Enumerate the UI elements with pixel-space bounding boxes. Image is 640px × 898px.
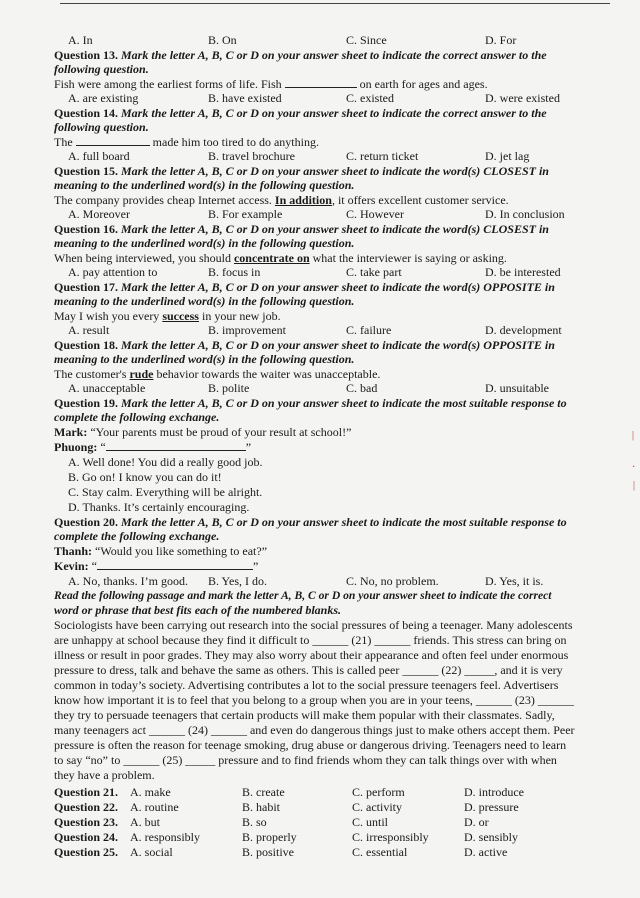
option-a: A. result: [68, 323, 110, 337]
option-b: B. travel brochure: [208, 149, 295, 163]
question-number: Question 25.: [54, 845, 119, 859]
q20-options: [54, 574, 599, 588]
option-a: A. responsibly: [130, 830, 200, 844]
q14-instruction-cont: following question.: [54, 120, 149, 134]
option-b: B. positive: [242, 845, 295, 859]
option-b: B. habit: [242, 800, 280, 814]
option-a: A. are existing: [68, 91, 139, 105]
option-a: A. full board: [68, 149, 130, 163]
option-c: C. activity: [352, 800, 402, 814]
q17-instruction-cont: meaning to the underlined word(s) in the following question.: [54, 294, 355, 308]
q12-options: [54, 33, 599, 47]
passage-line: many teenagers act ______ (24) ______ and even do dangerous things just to make others accept them. Peer: [54, 723, 575, 737]
q19-dialogue-2: Phuong: “ ”: [54, 440, 252, 454]
option-b: B. properly: [242, 830, 297, 844]
question-number: Question 21.: [54, 785, 119, 799]
option-d: D. sensibly: [464, 830, 518, 844]
q25-options: [54, 845, 599, 859]
option-a: A. make: [130, 785, 171, 799]
option-c: C. No, no problem.: [346, 574, 439, 588]
passage-line: common in today’s society. Advertising contributes a lot to the social pressure teenagers feel. Advertisers: [54, 678, 559, 692]
q19-instruction: Question 19. Mark the letter A, B, C or D on your answer sheet to indicate the most suitable response to: [54, 396, 567, 410]
option-c: C. bad: [346, 381, 378, 395]
q19-dialogue-1: Mark: “Your parents must be proud of your result at school!”: [54, 425, 352, 439]
q14-instruction: Question 14. Mark the letter A, B, C or D on your answer sheet to indicate the correct answer to the: [54, 106, 547, 120]
passage-line: are unhappy at school because they find it difficult to ______ (21) ______ friends. This stress can bring on: [54, 633, 567, 647]
answer-blank: [285, 77, 357, 88]
q18-options: [54, 381, 599, 395]
passage-line: pressure to dress, talk and behave the same as others. This is called peer ______ (22) _____, and it is very: [54, 663, 563, 677]
option-d: D. Yes, it is.: [485, 574, 544, 588]
option-d: D. introduce: [464, 785, 524, 799]
q20-instruction: Question 20. Mark the letter A, B, C or D on your answer sheet to indicate the most suitable response to: [54, 515, 567, 529]
q18-instruction-cont: meaning to the underlined word(s) in the following question.: [54, 352, 355, 366]
q16-instruction-cont: meaning to the underlined word(s) in the following question.: [54, 236, 355, 250]
q17-instruction: Question 17. Mark the letter A, B, C or D on your answer sheet to indicate the word(s) OPPOSITE in: [54, 280, 555, 294]
q13-instruction-cont: following question.: [54, 62, 149, 76]
q17-options: [54, 323, 599, 337]
option-b: B. polite: [208, 381, 250, 395]
answer-blank: [76, 135, 150, 146]
option-d: D. active: [464, 845, 508, 859]
option-c: C. until: [352, 815, 389, 829]
q19-instruction-cont: complete the following exchange.: [54, 410, 220, 424]
question-number: Question 22.: [54, 800, 119, 814]
q19-option-a: A. Well done! You did a really good job.: [68, 455, 263, 469]
q20-dialogue-1: Thanh: “Would you like something to eat?”: [54, 544, 268, 558]
option-a: A. unacceptable: [68, 381, 146, 395]
q17-sentence: May I wish you every success in your new job.: [54, 309, 281, 323]
margin-mark: |: [633, 480, 636, 491]
q15-instruction-cont: meaning to the underlined word(s) in the following question.: [54, 178, 355, 192]
underlined-word: concentrate on: [233, 251, 310, 265]
passage-line: illness or result in poor grades. They may also worry about their appearance and often feel under enormous: [54, 648, 569, 662]
passage-line: they have a problem.: [54, 768, 155, 782]
option-a: A. No, thanks. I’m good.: [68, 574, 188, 588]
passage-line: they try to persuade teenagers that certain products will make them popular with their classmates. Sadly,: [54, 708, 555, 722]
q19-option-d: D. Thanks. It’s certainly encouraging.: [68, 500, 250, 514]
option-b: B. On: [208, 33, 237, 47]
option-a: A. pay attention to: [68, 265, 158, 279]
q18-instruction: Question 18. Mark the letter A, B, C or D on your answer sheet to indicate the word(s) OPPOSITE in: [54, 338, 555, 352]
passage-instruction-cont: word or phrase that best fits each of the numbered blanks.: [54, 603, 342, 617]
passage-line: Sociologists have been carrying out research into the social pressures of being a teenager. Many adolescents: [54, 618, 573, 632]
answer-blank: [106, 440, 246, 451]
option-c: C. irresponsibly: [352, 830, 429, 844]
q19-option-b: B. Go on! I know you can do it!: [68, 470, 222, 484]
option-c: C. Since: [346, 33, 387, 47]
q16-sentence: When being interviewed, you should concentrate on what the interviewer is saying or asking.: [54, 251, 507, 265]
option-d: D. be interested: [485, 265, 561, 279]
passage-instruction: Read the following passage and mark the letter A, B, C or D on your answer sheet to indicate the correct: [54, 589, 552, 602]
underlined-word: In addition: [274, 193, 332, 207]
option-b: B. improvement: [208, 323, 286, 337]
q21-options: [54, 785, 599, 799]
underlined-word: rude: [129, 367, 154, 381]
q18-sentence: The customer's rude behavior towards the waiter was unacceptable.: [54, 367, 381, 381]
passage-line: to say “no” to ______ (25) _____ pressure and to find friends whom they can talk things over with when: [54, 753, 557, 767]
option-c: C. existed: [346, 91, 394, 105]
option-d: D. jet lag: [485, 149, 530, 163]
question-number: Question 23.: [54, 815, 119, 829]
q20-dialogue-2: Kevin: “ ”: [54, 559, 259, 573]
option-d: D. In conclusion: [485, 207, 565, 221]
passage-line: know how important it is to feel that you belong to a group when you are in your teens, ______ (23) ______: [54, 693, 574, 707]
option-b: B. focus in: [208, 265, 261, 279]
q19-option-c: C. Stay calm. Everything will be alright.: [68, 485, 263, 499]
option-c: C. However: [346, 207, 404, 221]
answer-blank: [97, 559, 253, 570]
margin-mark: ·: [632, 462, 636, 473]
q14-options: [54, 149, 599, 163]
option-d: D. For: [485, 33, 517, 47]
q23-options: [54, 815, 599, 829]
option-b: B. have existed: [208, 91, 282, 105]
passage-line: pressure is often the reason for teenage smoking, drug abuse or dangerous driving. Teenagers need to learn: [54, 738, 567, 752]
option-c: C. take part: [346, 265, 402, 279]
option-c: C. perform: [352, 785, 405, 799]
option-c: C. essential: [352, 845, 408, 859]
option-b: B. For example: [208, 207, 283, 221]
option-b: B. so: [242, 815, 267, 829]
q15-sentence: The company provides cheap Internet access. In addition, it offers excellent customer service.: [54, 193, 509, 207]
question-number: Question 24.: [54, 830, 119, 844]
underlined-word: success: [162, 309, 199, 323]
q14-sentence: The made him too tired to do anything.: [54, 135, 319, 149]
option-a: A. In: [68, 33, 93, 47]
q13-options: [54, 91, 599, 105]
margin-mark: |: [632, 430, 635, 441]
option-a: A. routine: [130, 800, 179, 814]
option-a: A. but: [130, 815, 160, 829]
option-b: B. Yes, I do.: [208, 574, 268, 588]
q16-instruction: Question 16. Mark the letter A, B, C or D on your answer sheet to indicate the word(s) CLOSEST in: [54, 222, 549, 236]
option-d: D. pressure: [464, 800, 519, 814]
option-d: D. unsuitable: [485, 381, 549, 395]
option-d: D. or: [464, 815, 489, 829]
option-a: A. social: [130, 845, 173, 859]
q13-instruction: Question 13. Mark the letter A, B, C or D on your answer sheet to indicate the correct answer to the: [54, 48, 547, 62]
q22-options: [54, 800, 599, 814]
option-c: C. failure: [346, 323, 392, 337]
q16-options: [54, 265, 599, 279]
q15-instruction: Question 15. Mark the letter A, B, C or D on your answer sheet to indicate the word(s) CLOSEST in: [54, 164, 549, 178]
q15-options: [54, 207, 599, 221]
option-d: D. were existed: [485, 91, 560, 105]
q24-options: [54, 830, 599, 844]
option-d: D. development: [485, 323, 562, 337]
option-a: A. Moreover: [68, 207, 130, 221]
q20-instruction-cont: complete the following exchange.: [54, 529, 220, 543]
option-c: C. return ticket: [346, 149, 419, 163]
q13-sentence: Fish were among the earliest forms of life. Fish on earth for ages and ages.: [54, 77, 488, 91]
option-b: B. create: [242, 785, 285, 799]
